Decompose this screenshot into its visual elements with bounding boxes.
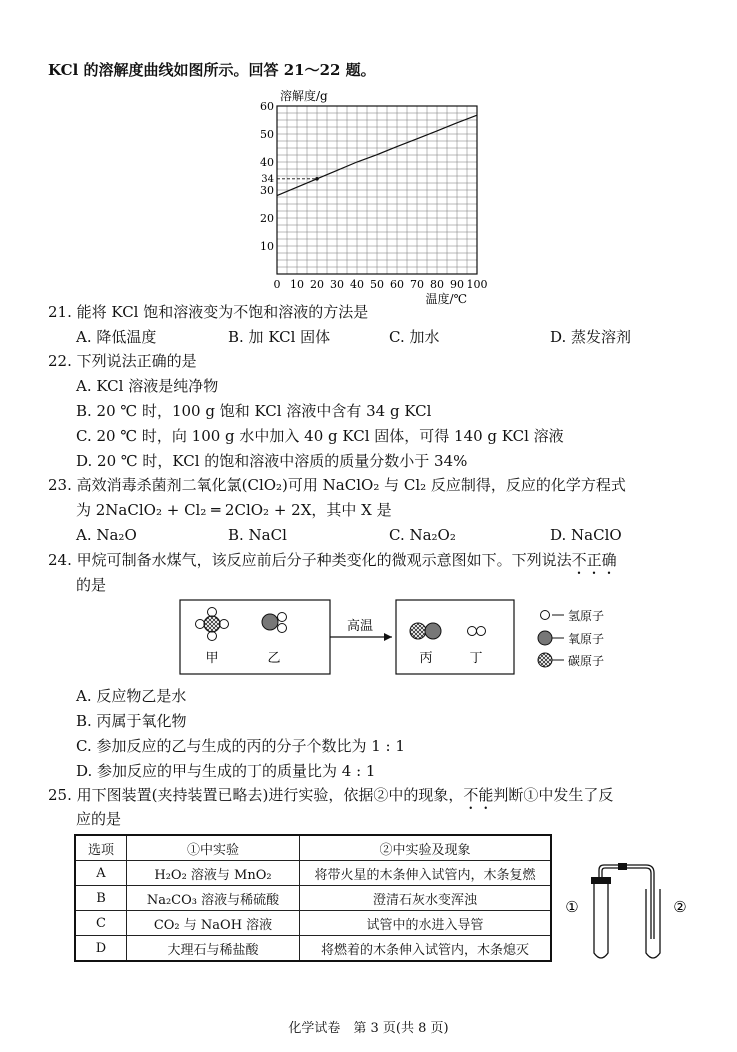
y-tick-label: 50 xyxy=(260,128,274,141)
legend-hydrogen: 氢原子 xyxy=(568,609,605,623)
y-tick-label: 30 xyxy=(260,184,274,197)
y-tick-label: 20 xyxy=(260,212,274,225)
reaction-diagram xyxy=(178,596,648,680)
legend-carbon: 碳原子 xyxy=(568,654,605,668)
table-cell: C xyxy=(75,911,127,936)
q23-stem-line2: 为 2NaClO₂ + Cl₂ ═ 2ClO₂ + 2X，其中 X 是 xyxy=(76,501,392,519)
co-molecule xyxy=(410,623,441,639)
q22-option-d: D. 20 ℃ 时，KCl 的饱和溶液中溶质的质量分数小于 34% xyxy=(76,452,468,470)
test-tube-1 xyxy=(594,877,608,958)
table-header-row xyxy=(75,835,551,861)
table-cell: B xyxy=(75,886,127,911)
y-axis-label: 溶解度/g xyxy=(280,89,328,103)
table-row xyxy=(75,936,551,962)
q21-option-d: D. 蒸发溶剂 xyxy=(550,328,632,346)
page-footer: 化学试卷 第 3 页(共 8 页) xyxy=(288,1021,449,1036)
x-tick-label: 40 xyxy=(350,278,364,291)
apparatus-diagram xyxy=(560,855,700,975)
legend xyxy=(538,609,604,668)
q23-option-c: C. Na₂O₂ xyxy=(389,526,456,544)
q24-stem-text: 24. 甲烷可制备水煤气，该反应前后分子种类变化的微观示意图如下。下列说法 xyxy=(48,551,572,569)
y-tick-label: 60 xyxy=(260,100,274,113)
q24-stem-line2: 的是 xyxy=(76,576,107,594)
experiment-table xyxy=(74,834,552,962)
chart-ticks xyxy=(260,100,488,291)
table-cell: 试管中的水进入导管 xyxy=(300,911,552,936)
table-row xyxy=(75,886,551,911)
table-cell: CO₂ 与 NaOH 溶液 xyxy=(127,911,300,936)
q22-option-a: A. KCl 溶液是纯净物 xyxy=(76,377,219,395)
q24-option-d: D. 参加反应的甲与生成的丁的质量比为 4 : 1 xyxy=(76,762,376,780)
x-axis-label: 温度/℃ xyxy=(425,292,467,306)
table-cell: 将带火星的木条伸入试管内，木条复燃 xyxy=(300,861,552,886)
table-cell: D xyxy=(75,936,127,962)
table-header-cell: 选项 xyxy=(75,835,127,861)
x-tick-label: 90 xyxy=(450,278,464,291)
reaction-condition: 高温 xyxy=(346,619,374,634)
q24-stem-line1 xyxy=(48,550,617,578)
q25-stem-line1 xyxy=(48,785,613,813)
label-tube-2: ② xyxy=(673,898,687,916)
solubility-chart xyxy=(250,86,490,306)
q23-option-d: D. NaClO xyxy=(550,526,622,544)
table-header-cell: ①中实验 xyxy=(127,835,300,861)
table-cell: H₂O₂ 溶液与 MnO₂ xyxy=(127,861,300,886)
table-cell: 大理石与稀盐酸 xyxy=(127,936,300,962)
label-yi: 乙 xyxy=(267,651,281,666)
table-cell: 将燃着的木条伸入试管内，木条熄灭 xyxy=(300,936,552,962)
marker-point xyxy=(315,177,319,181)
label-tube-1: ① xyxy=(565,898,579,916)
table-cell: 澄清石灰水变浑浊 xyxy=(300,886,552,911)
q24-option-c: C. 参加反应的乙与生成的丙的分子个数比为 1 : 1 xyxy=(76,737,405,755)
q22-option-c: C. 20 ℃ 时，向 100 g 水中加入 40 g KCl 固体，可得 140 g KCl 溶液 xyxy=(76,427,564,445)
table-row xyxy=(75,861,551,886)
q21-stem: 21. 能将 KCl 饱和溶液变为不饱和溶液的方法是 xyxy=(48,303,369,321)
q24-option-a: A. 反应物乙是水 xyxy=(76,687,187,705)
q25-stem-text: 25. 用下图装置(夹持装置已略去)进行实验，依据②中的现象， xyxy=(48,786,464,804)
q25-emphasis: 不能 xyxy=(463,786,494,804)
x-tick-label: 80 xyxy=(430,278,444,291)
chart-grid xyxy=(277,106,477,274)
q24-option-b: B. 丙属于氧化物 xyxy=(76,712,187,730)
x-tick-label: 50 xyxy=(370,278,384,291)
h2-molecule xyxy=(468,627,486,636)
label-bing: 丙 xyxy=(419,651,433,666)
marker-label: 34 xyxy=(261,173,274,185)
label-jia: 甲 xyxy=(205,651,219,666)
intro-text: KCl 的溶解度曲线如图所示。回答 21～22 题。 xyxy=(48,61,376,79)
x-tick-label: 20 xyxy=(310,278,324,291)
label-ding: 丁 xyxy=(469,651,483,666)
x-tick-label: 100 xyxy=(466,278,488,291)
q21-option-c: C. 加水 xyxy=(389,328,440,346)
table-cell: Na₂CO₃ 溶液与稀硫酸 xyxy=(127,886,300,911)
q21-option-a: A. 降低温度 xyxy=(76,328,157,346)
q22-stem: 22. 下列说法正确的是 xyxy=(48,352,197,370)
water-molecule xyxy=(262,613,287,633)
q21-option-b: B. 加 KCl 固体 xyxy=(228,328,331,346)
table-cell: A xyxy=(75,861,127,886)
rubber-joint xyxy=(618,863,627,870)
q23-stem-line1: 23. 高效消毒杀菌剂二氧化氯(ClO₂)可用 NaClO₂ 与 Cl₂ 反应制得，反应的化学方程式 xyxy=(48,476,626,494)
q25-stem-line2: 应的是 xyxy=(76,810,122,828)
q23-option-b: B. NaCl xyxy=(228,526,287,544)
x-tick-label: 10 xyxy=(290,278,304,291)
legend-oxygen: 氧原子 xyxy=(568,632,605,646)
table-header-cell: ②中实验及现象 xyxy=(300,835,552,861)
y-tick-label: 40 xyxy=(260,156,274,169)
q22-option-b: B. 20 ℃ 时，100 g 饱和 KCl 溶液中含有 34 g KCl xyxy=(76,402,432,420)
q24-emphasis: 不正确 xyxy=(571,551,617,569)
table-row xyxy=(75,911,551,936)
q25-stem-after: 判断①中发生了反 xyxy=(493,786,614,804)
y-tick-label: 10 xyxy=(260,240,274,253)
x-tick-label: 30 xyxy=(330,278,344,291)
q23-option-a: A. Na₂O xyxy=(76,526,137,544)
arrow-head xyxy=(384,633,392,641)
reactants-box xyxy=(180,600,330,674)
methane-molecule xyxy=(196,608,229,641)
x-tick-label: 0 xyxy=(273,278,281,291)
x-tick-label: 70 xyxy=(410,278,424,291)
stopper xyxy=(591,877,611,884)
test-tube-2 xyxy=(646,889,660,958)
x-tick-label: 60 xyxy=(390,278,404,291)
